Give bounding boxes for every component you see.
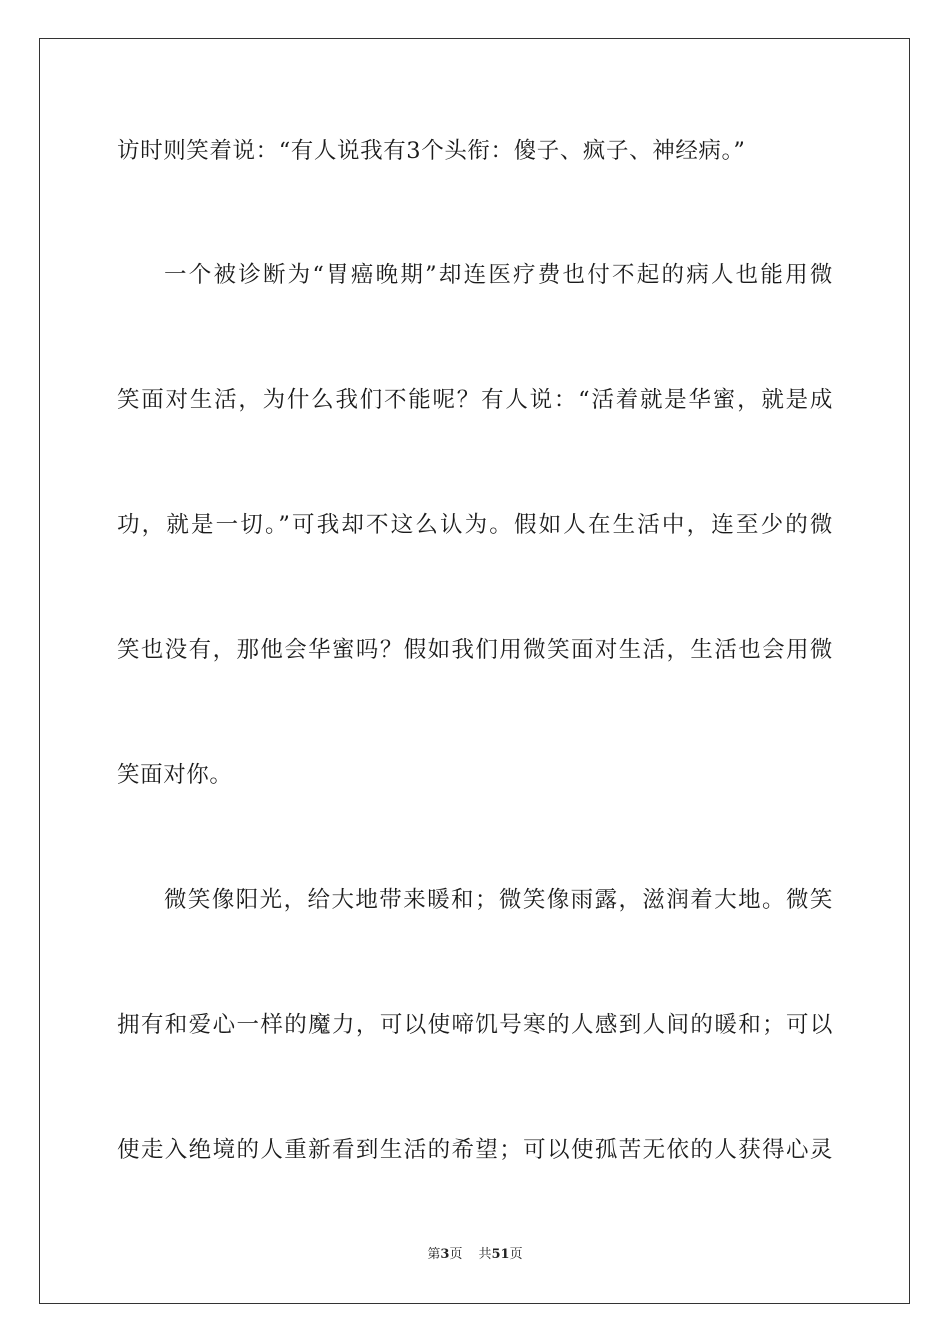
- page-border: [39, 38, 910, 1304]
- paragraph-line: 一个被诊断为“胃癌晚期”却连医疗费也付不起的病人也能用微: [164, 262, 833, 288]
- paragraph-line: 笑面对生活，为什么我们不能呢？有人说：“活着就是华蜜，就是成: [117, 387, 833, 413]
- total-suffix: 页: [509, 1247, 523, 1262]
- total-prefix: 共: [478, 1247, 492, 1262]
- paragraph-line: 功，就是一切。”可我却不这么认为。假如人在生活中，连至少的微: [117, 512, 833, 538]
- page-number: 3: [440, 1247, 450, 1262]
- paragraph-line: 拥有和爱心一样的魔力，可以使啼饥号寒的人感到人间的暖和；可以: [117, 1012, 833, 1038]
- paragraph-line: 笑面对你。: [117, 762, 233, 788]
- paragraph-line: 微笑像阳光，给大地带来暖和；微笑像雨露，滋润着大地。微笑: [164, 887, 833, 913]
- paragraph-line: 使走入绝境的人重新看到生活的希望；可以使孤苦无依的人获得心灵: [117, 1137, 833, 1163]
- page-suffix: 页: [449, 1247, 463, 1262]
- total-pages: 51: [491, 1247, 510, 1262]
- page-footer: [0, 1246, 950, 1264]
- page-prefix: 第: [427, 1247, 441, 1262]
- paragraph-line: 笑也没有，那他会华蜜吗？假如我们用微笑面对生活，生活也会用微: [117, 637, 833, 663]
- paragraph-line: 访时则笑着说：“有人说我有3个头衔：傻子、疯子、神经病。”: [117, 138, 746, 164]
